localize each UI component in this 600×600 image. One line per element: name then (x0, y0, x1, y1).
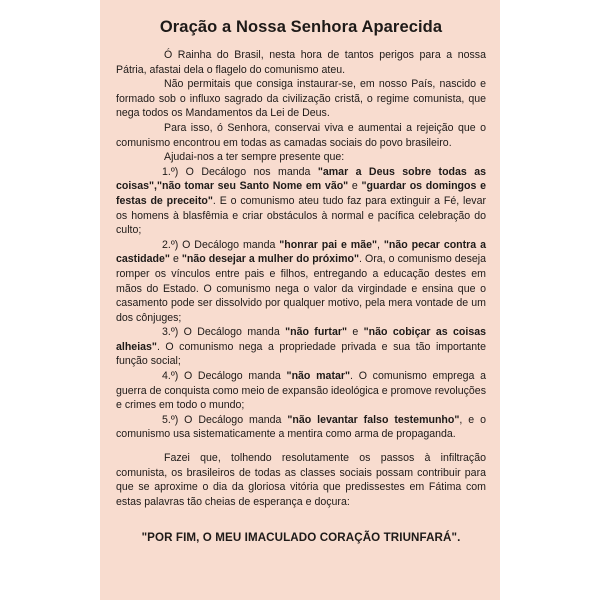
quoted-commandment: "guardar os domingos e festas de preceito" (116, 180, 486, 207)
paragraph-text: e (346, 326, 364, 339)
paragraph-text: 2.º) O Decálogo manda (162, 238, 280, 251)
commandment-item (116, 325, 486, 369)
quoted-commandment: "não furtar" (285, 326, 347, 339)
paragraph-text: . Ora, o comunismo deseja romper os vínculos entre pais e filhos, entregando a educação destes em mãos do Estado. O comunismo nega o valor da virgindade e ensina que o casamento pode ser dissolvido por qualquer motivo, pela mera vontade de um dos cônjuges; (116, 253, 487, 324)
paragraph-text: Para isso, ó Senhora, conservai viva e aumentai a rejeição que o comunismo encontrou em todas as camadas sociais do povo brasileiro. (116, 121, 486, 149)
paragraph-text: Ó Rainha do Brasil, nesta hora de tantos perigos para a nossa Pátria, afastai dela o flagelo do comunismo ateu. (116, 49, 486, 76)
paragraph-text: , e o comunismo usa sistematicamente a mentira como arma de propaganda. (116, 413, 486, 441)
commandment-item (116, 165, 486, 238)
quoted-commandment: "não levantar falso testemunho" (287, 413, 460, 426)
paragraph-text: , (377, 238, 384, 251)
prayer-paragraph (116, 121, 486, 150)
paragraph-text: 5.º) O Decálogo manda (162, 413, 288, 426)
prayer-paragraph (116, 150, 486, 165)
commandment-item (116, 413, 486, 442)
paragraph-text: 3.º) O Decálogo manda (162, 326, 286, 339)
paragraph-text: e (348, 180, 362, 193)
paragraph-text: . O comunismo emprega a guerra de conquista como meio de expansão ideológica e promove revoluções e crimes em todo o mundo; (116, 370, 486, 412)
quoted-commandment: "não matar" (286, 370, 351, 383)
paragraph-text: e (169, 253, 182, 266)
quoted-commandment: "amar a Deus sobre todas as coisas","não tomar seu Santo Nome em vão" (116, 165, 487, 193)
prayer-title: Oração a Nossa Senhora Aparecida (159, 18, 443, 36)
quoted-commandment: "não desejar a mulher do próximo" (181, 253, 360, 266)
commandment-item (116, 238, 486, 326)
prayer-paragraph (116, 48, 486, 77)
quoted-commandment: "honrar pai e mãe" (279, 238, 378, 251)
paragraph-text: . O comunismo nega a propriedade privada e sua tão importante função social; (116, 340, 486, 368)
paragraph-text: 4.º) O Decálogo manda (162, 370, 287, 383)
commandment-item (116, 369, 486, 413)
prayer-card (100, 0, 500, 600)
closing-line: "POR FIM, O MEU IMACULADO CORAÇÃO TRIUNFARÁ". (141, 531, 461, 545)
paragraph-text: Fazei que, tolhendo resolutamente os passos à infiltração comunista, os brasileiros de todas as classes sociais possam contribuir para que se aproxime o dia da gloriosa vitória que predissestes em Fátima com estas palavras tão cheias de esperança e doçura: (116, 452, 486, 508)
quoted-commandment: "não cobiçar as coisas alheias" (116, 326, 486, 353)
quoted-commandment: "não pecar contra a castidade" (116, 238, 487, 266)
paragraph-text: 1.º) O Decálogo nos manda (162, 165, 318, 178)
paragraph-text: Ajudai-nos a ter sempre presente que: (164, 151, 345, 164)
prayer-body (116, 48, 486, 509)
prayer-paragraph (116, 77, 486, 121)
prayer-paragraph (116, 451, 486, 509)
paragraph-text: Não permitais que consiga instaurar-se, em nosso País, nascido e formado sob o influxo sagrado da civilização cristã, o regime comunista, que nega todos os Mandamentos da Lei de Deus. (116, 78, 486, 120)
paragraph-text: . E o comunismo ateu tudo faz para extinguir a Fé, levar os homens à blasfêmia e criar obstáculos à normal e pacífica celebração do culto; (116, 194, 486, 237)
